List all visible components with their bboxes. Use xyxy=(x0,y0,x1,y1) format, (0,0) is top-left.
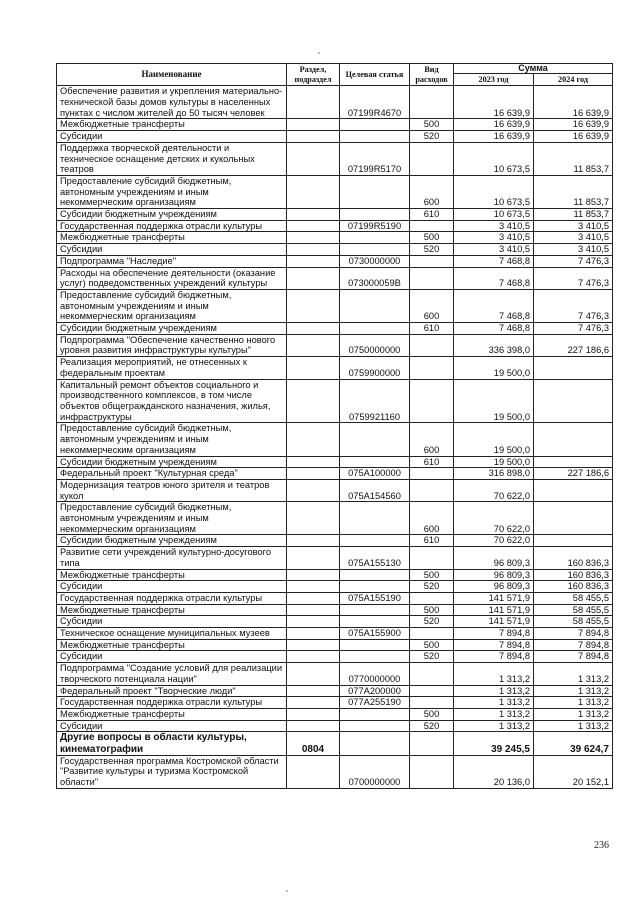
row-section xyxy=(287,119,340,131)
row-sum-2023: 141 571,9 xyxy=(454,616,534,628)
row-expense-type xyxy=(410,547,454,569)
row-name: Расходы на обеспечение деятельности (оказание услуг) подведомственных учреждений культуры xyxy=(57,267,287,289)
table-row xyxy=(57,267,613,289)
row-sum-2023: 7 894,8 xyxy=(454,639,534,651)
table-row xyxy=(57,720,613,732)
row-section xyxy=(287,175,340,208)
row-article: 0759921160 xyxy=(340,379,410,423)
row-section: 0804 xyxy=(287,732,340,755)
row-name: Субсидии бюджетным учреждениям xyxy=(57,323,287,335)
row-section xyxy=(287,142,340,175)
row-sum-2023: 70 622,0 xyxy=(454,502,534,535)
row-name: Межбюджетные трансферты xyxy=(57,569,287,581)
row-sum-2023: 141 571,9 xyxy=(454,604,534,616)
row-sum-2023: 7 468,8 xyxy=(454,267,534,289)
row-expense-type: 520 xyxy=(410,244,454,256)
row-name: Развитие сети учреждений культурно-досугового типа xyxy=(57,547,287,569)
row-name: Предоставление субсидий бюджетным, автономным учреждениям и иным некоммерческим организациям xyxy=(57,175,287,208)
row-name: Другие вопросы в области культуры, кинематографии xyxy=(57,732,287,755)
row-name: Поддержка творческой деятельности и техническое оснащение детских и кукольных театров xyxy=(57,142,287,175)
row-article xyxy=(340,581,410,593)
row-section xyxy=(287,547,340,569)
table-row xyxy=(57,220,613,232)
row-name: Предоставление субсидий бюджетным, автономным учреждениям и иным некоммерческим организациям xyxy=(57,423,287,456)
row-sum-2024: 16 639,9 xyxy=(534,119,613,131)
row-sum-2023: 96 809,3 xyxy=(454,569,534,581)
table-row xyxy=(57,592,613,604)
row-article: 07199R5190 xyxy=(340,220,410,232)
table-row xyxy=(57,175,613,208)
row-name: Субсидии xyxy=(57,581,287,593)
row-section xyxy=(287,639,340,651)
row-section xyxy=(287,255,340,267)
budget-table xyxy=(56,63,613,789)
row-sum-2024: 16 639,9 xyxy=(534,86,613,119)
row-section xyxy=(287,569,340,581)
row-sum-2024: 20 152,1 xyxy=(534,755,613,788)
row-sum-2024: 1 313,2 xyxy=(534,685,613,697)
row-section xyxy=(287,697,340,709)
row-sum-2024: 160 836,3 xyxy=(534,547,613,569)
row-article xyxy=(340,244,410,256)
row-sum-2023: 3 410,5 xyxy=(454,244,534,256)
row-article xyxy=(340,232,410,244)
row-section xyxy=(287,535,340,547)
table-row xyxy=(57,468,613,480)
row-name: Капитальный ремонт объектов социального и производственного комплексов, в том числе объектов общегражданского назначения, жилья, инфраструктуры xyxy=(57,379,287,423)
table-row xyxy=(57,209,613,221)
header-sum: Сумма xyxy=(454,64,613,74)
row-name: Модернизация театров юного зрителя и театров кукол xyxy=(57,479,287,501)
row-article xyxy=(340,604,410,616)
row-sum-2023: 19 500,0 xyxy=(454,423,534,456)
row-article: 07199R4670 xyxy=(340,86,410,119)
table-row xyxy=(57,479,613,501)
table-row xyxy=(57,357,613,379)
table-row xyxy=(57,142,613,175)
table-header xyxy=(57,64,613,86)
row-name: Техническое оснащение муниципальных музеев xyxy=(57,628,287,640)
row-article xyxy=(340,708,410,720)
row-article xyxy=(340,175,410,208)
row-sum-2024: 7 476,3 xyxy=(534,289,613,322)
row-sum-2023: 19 500,0 xyxy=(454,379,534,423)
row-expense-type xyxy=(410,697,454,709)
row-expense-type xyxy=(410,86,454,119)
row-article xyxy=(340,720,410,732)
row-section xyxy=(287,616,340,628)
row-section xyxy=(287,423,340,456)
row-name: Межбюджетные трансферты xyxy=(57,639,287,651)
row-name: Федеральный проект "Культурная среда" xyxy=(57,468,287,480)
row-sum-2023: 16 639,9 xyxy=(454,119,534,131)
row-article xyxy=(340,289,410,322)
row-sum-2024: 1 313,2 xyxy=(534,708,613,720)
table-row xyxy=(57,639,613,651)
row-section xyxy=(287,232,340,244)
row-expense-type: 500 xyxy=(410,604,454,616)
row-section xyxy=(287,267,340,289)
row-sum-2024: 160 836,3 xyxy=(534,569,613,581)
row-sum-2024: 1 313,2 xyxy=(534,697,613,709)
row-sum-2023: 3 410,5 xyxy=(454,232,534,244)
row-expense-type: 610 xyxy=(410,209,454,221)
table-row xyxy=(57,569,613,581)
row-name: Подпрограмма "Обеспечение качественно нового уровня развития инфраструктуры культуры" xyxy=(57,334,287,356)
row-name: Субсидии xyxy=(57,131,287,143)
row-section xyxy=(287,663,340,685)
row-expense-type: 600 xyxy=(410,423,454,456)
header-expense-type: Вид расходов xyxy=(410,64,454,86)
row-expense-type: 520 xyxy=(410,131,454,143)
row-section xyxy=(287,244,340,256)
row-name: Государственная поддержка отрасли культуры xyxy=(57,697,287,709)
row-article: 0759900000 xyxy=(340,357,410,379)
row-sum-2024: 3 410,5 xyxy=(534,220,613,232)
row-expense-type xyxy=(410,755,454,788)
row-expense-type: 520 xyxy=(410,616,454,628)
row-expense-type: 500 xyxy=(410,119,454,131)
row-sum-2023: 96 809,3 xyxy=(454,581,534,593)
row-article xyxy=(340,423,410,456)
row-sum-2023: 3 410,5 xyxy=(454,220,534,232)
table-row xyxy=(57,244,613,256)
row-name: Субсидии xyxy=(57,720,287,732)
row-section xyxy=(287,720,340,732)
row-article: 07199R5170 xyxy=(340,142,410,175)
row-sum-2023: 19 500,0 xyxy=(454,456,534,468)
row-sum-2024 xyxy=(534,357,613,379)
row-sum-2023: 316 898,0 xyxy=(454,468,534,480)
row-article xyxy=(340,651,410,663)
row-name: Межбюджетные трансферты xyxy=(57,232,287,244)
row-sum-2023: 1 313,2 xyxy=(454,663,534,685)
row-article: 0700000000 xyxy=(340,755,410,788)
row-section xyxy=(287,604,340,616)
table-row xyxy=(57,323,613,335)
row-sum-2023: 96 809,3 xyxy=(454,547,534,569)
row-expense-type xyxy=(410,255,454,267)
row-sum-2024: 7 476,3 xyxy=(534,267,613,289)
row-article: 077А200000 xyxy=(340,685,410,697)
scan-speck xyxy=(318,52,320,54)
row-name: Федеральный проект "Творческие люди" xyxy=(57,685,287,697)
row-section xyxy=(287,468,340,480)
row-article xyxy=(340,535,410,547)
row-article xyxy=(340,119,410,131)
row-section xyxy=(287,651,340,663)
row-expense-type xyxy=(410,267,454,289)
row-sum-2024: 7 476,3 xyxy=(534,255,613,267)
row-expense-type: 600 xyxy=(410,289,454,322)
header-section: Раздел, подраздел xyxy=(287,64,340,86)
table-row xyxy=(57,651,613,663)
row-name: Субсидии xyxy=(57,244,287,256)
row-sum-2024: 7 476,3 xyxy=(534,323,613,335)
row-expense-type: 610 xyxy=(410,323,454,335)
table-row xyxy=(57,86,613,119)
row-expense-type xyxy=(410,685,454,697)
row-article: 075А154560 xyxy=(340,479,410,501)
table-row xyxy=(57,755,613,788)
table-row xyxy=(57,232,613,244)
scan-speck xyxy=(286,890,288,892)
table-body xyxy=(57,86,613,789)
row-name: Субсидии xyxy=(57,651,287,663)
row-section xyxy=(287,755,340,788)
table-row xyxy=(57,119,613,131)
row-name: Реализация мероприятий, не отнесенных к федеральным проектам xyxy=(57,357,287,379)
row-name: Государственная поддержка отрасли культуры xyxy=(57,592,287,604)
header-article: Целевая статья xyxy=(340,64,410,86)
row-article xyxy=(340,569,410,581)
row-sum-2024 xyxy=(534,423,613,456)
row-sum-2023: 10 673,5 xyxy=(454,175,534,208)
row-article: 075А100000 xyxy=(340,468,410,480)
row-expense-type: 600 xyxy=(410,175,454,208)
row-name: Государственная программа Костромской области "Развитие культуры и туризма Костромской области" xyxy=(57,755,287,788)
row-section xyxy=(287,628,340,640)
row-name: Субсидии бюджетным учреждениям xyxy=(57,456,287,468)
page-number: 236 xyxy=(594,840,609,851)
row-sum-2024 xyxy=(534,379,613,423)
table-row xyxy=(57,547,613,569)
row-sum-2024: 1 313,2 xyxy=(534,720,613,732)
row-article xyxy=(340,616,410,628)
row-sum-2023: 1 313,2 xyxy=(454,708,534,720)
row-sum-2024: 3 410,5 xyxy=(534,232,613,244)
row-sum-2023: 1 313,2 xyxy=(454,697,534,709)
row-article: 077А255190 xyxy=(340,697,410,709)
table-row xyxy=(57,334,613,356)
row-section xyxy=(287,502,340,535)
row-sum-2024: 3 410,5 xyxy=(534,244,613,256)
row-expense-type xyxy=(410,663,454,685)
row-name: Государственная поддержка отрасли культуры xyxy=(57,220,287,232)
row-section xyxy=(287,131,340,143)
row-name: Обеспечение развития и укрепления материально-технической базы домов культуры в населенных пунктах с числом жителей до 50 тысяч человек xyxy=(57,86,287,119)
row-sum-2023: 336 398,0 xyxy=(454,334,534,356)
row-sum-2024: 7 894,8 xyxy=(534,628,613,640)
row-expense-type: 500 xyxy=(410,232,454,244)
row-sum-2024: 11 853,7 xyxy=(534,142,613,175)
table-row xyxy=(57,732,613,755)
table-row xyxy=(57,379,613,423)
row-section xyxy=(287,379,340,423)
row-name: Межбюджетные трансферты xyxy=(57,708,287,720)
row-expense-type xyxy=(410,142,454,175)
row-article xyxy=(340,456,410,468)
row-sum-2023: 7 468,8 xyxy=(454,255,534,267)
table-row xyxy=(57,697,613,709)
row-article xyxy=(340,639,410,651)
row-sum-2024: 58 455,5 xyxy=(534,616,613,628)
row-sum-2023: 1 313,2 xyxy=(454,685,534,697)
row-sum-2024: 7 894,8 xyxy=(534,651,613,663)
table-row xyxy=(57,604,613,616)
header-year-2023: 2023 год xyxy=(454,74,534,86)
row-section xyxy=(287,685,340,697)
row-name: Межбюджетные трансферты xyxy=(57,119,287,131)
row-article: 0770000000 xyxy=(340,663,410,685)
row-sum-2024 xyxy=(534,456,613,468)
row-article: 0730000000 xyxy=(340,255,410,267)
row-article xyxy=(340,323,410,335)
row-article: 075А155130 xyxy=(340,547,410,569)
row-expense-type xyxy=(410,357,454,379)
row-sum-2024: 1 313,2 xyxy=(534,663,613,685)
row-name: Субсидии xyxy=(57,616,287,628)
row-expense-type: 520 xyxy=(410,720,454,732)
row-expense-type: 610 xyxy=(410,535,454,547)
row-sum-2024 xyxy=(534,479,613,501)
row-expense-type xyxy=(410,379,454,423)
row-expense-type xyxy=(410,628,454,640)
row-sum-2023: 20 136,0 xyxy=(454,755,534,788)
row-section xyxy=(287,708,340,720)
row-expense-type: 500 xyxy=(410,639,454,651)
row-sum-2024: 227 186,6 xyxy=(534,468,613,480)
row-section xyxy=(287,592,340,604)
row-sum-2024: 39 624,7 xyxy=(534,732,613,755)
table-row xyxy=(57,423,613,456)
row-sum-2023: 7 894,8 xyxy=(454,651,534,663)
row-sum-2023: 10 673,5 xyxy=(454,209,534,221)
row-section xyxy=(287,220,340,232)
row-sum-2023: 141 571,9 xyxy=(454,592,534,604)
row-expense-type xyxy=(410,732,454,755)
row-article xyxy=(340,209,410,221)
table-row xyxy=(57,663,613,685)
row-expense-type: 520 xyxy=(410,581,454,593)
row-section xyxy=(287,323,340,335)
row-expense-type xyxy=(410,479,454,501)
header-year-2024: 2024 год xyxy=(534,74,613,86)
table-row xyxy=(57,628,613,640)
row-article xyxy=(340,502,410,535)
row-sum-2024: 11 853,7 xyxy=(534,209,613,221)
row-expense-type xyxy=(410,468,454,480)
row-sum-2023: 39 245,5 xyxy=(454,732,534,755)
row-article xyxy=(340,131,410,143)
table-row xyxy=(57,708,613,720)
row-section xyxy=(287,581,340,593)
row-sum-2023: 7 468,8 xyxy=(454,289,534,322)
row-sum-2023: 70 622,0 xyxy=(454,479,534,501)
row-section xyxy=(287,209,340,221)
row-article: 075А155900 xyxy=(340,628,410,640)
row-expense-type xyxy=(410,592,454,604)
row-section xyxy=(287,357,340,379)
table-row xyxy=(57,581,613,593)
row-sum-2024 xyxy=(534,535,613,547)
row-expense-type xyxy=(410,334,454,356)
row-sum-2024: 16 639,9 xyxy=(534,131,613,143)
row-sum-2023: 19 500,0 xyxy=(454,357,534,379)
header-name: Наименование xyxy=(57,64,287,86)
row-sum-2024: 7 894,8 xyxy=(534,639,613,651)
row-sum-2023: 16 639,9 xyxy=(454,131,534,143)
row-name: Подпрограмма "Создание условий для реализации творческого потенциала нации" xyxy=(57,663,287,685)
table-row xyxy=(57,289,613,322)
table-row xyxy=(57,456,613,468)
row-expense-type xyxy=(410,220,454,232)
table-row xyxy=(57,685,613,697)
row-name: Подпрограмма "Наследие" xyxy=(57,255,287,267)
row-name: Субсидии бюджетным учреждениям xyxy=(57,535,287,547)
table-row xyxy=(57,131,613,143)
row-sum-2023: 1 313,2 xyxy=(454,720,534,732)
row-article: 075А155190 xyxy=(340,592,410,604)
row-expense-type: 520 xyxy=(410,651,454,663)
table-row xyxy=(57,502,613,535)
row-name: Предоставление субсидий бюджетным, автономным учреждениям и иным некоммерческим организациям xyxy=(57,502,287,535)
table-row xyxy=(57,255,613,267)
row-article: 0750000000 xyxy=(340,334,410,356)
row-sum-2024: 160 836,3 xyxy=(534,581,613,593)
row-name: Межбюджетные трансферты xyxy=(57,604,287,616)
row-sum-2024 xyxy=(534,502,613,535)
row-section xyxy=(287,86,340,119)
row-sum-2023: 7 894,8 xyxy=(454,628,534,640)
row-sum-2023: 70 622,0 xyxy=(454,535,534,547)
row-sum-2023: 7 468,8 xyxy=(454,323,534,335)
table-row xyxy=(57,535,613,547)
row-expense-type: 610 xyxy=(410,456,454,468)
row-article: 073000059В xyxy=(340,267,410,289)
row-section xyxy=(287,289,340,322)
row-sum-2024: 11 853,7 xyxy=(534,175,613,208)
row-expense-type: 500 xyxy=(410,569,454,581)
row-name: Предоставление субсидий бюджетным, автономным учреждениям и иным некоммерческим организациям xyxy=(57,289,287,322)
table-row xyxy=(57,616,613,628)
row-article xyxy=(340,732,410,755)
row-expense-type: 500 xyxy=(410,708,454,720)
budget-table-sheet xyxy=(56,63,612,789)
row-sum-2023: 10 673,5 xyxy=(454,142,534,175)
row-sum-2024: 227 186,6 xyxy=(534,334,613,356)
row-sum-2023: 16 639,9 xyxy=(454,86,534,119)
row-section xyxy=(287,479,340,501)
row-name: Субсидии бюджетным учреждениям xyxy=(57,209,287,221)
row-section xyxy=(287,334,340,356)
row-expense-type: 600 xyxy=(410,502,454,535)
row-sum-2024: 58 455,5 xyxy=(534,604,613,616)
row-sum-2024: 58 455,5 xyxy=(534,592,613,604)
row-section xyxy=(287,456,340,468)
